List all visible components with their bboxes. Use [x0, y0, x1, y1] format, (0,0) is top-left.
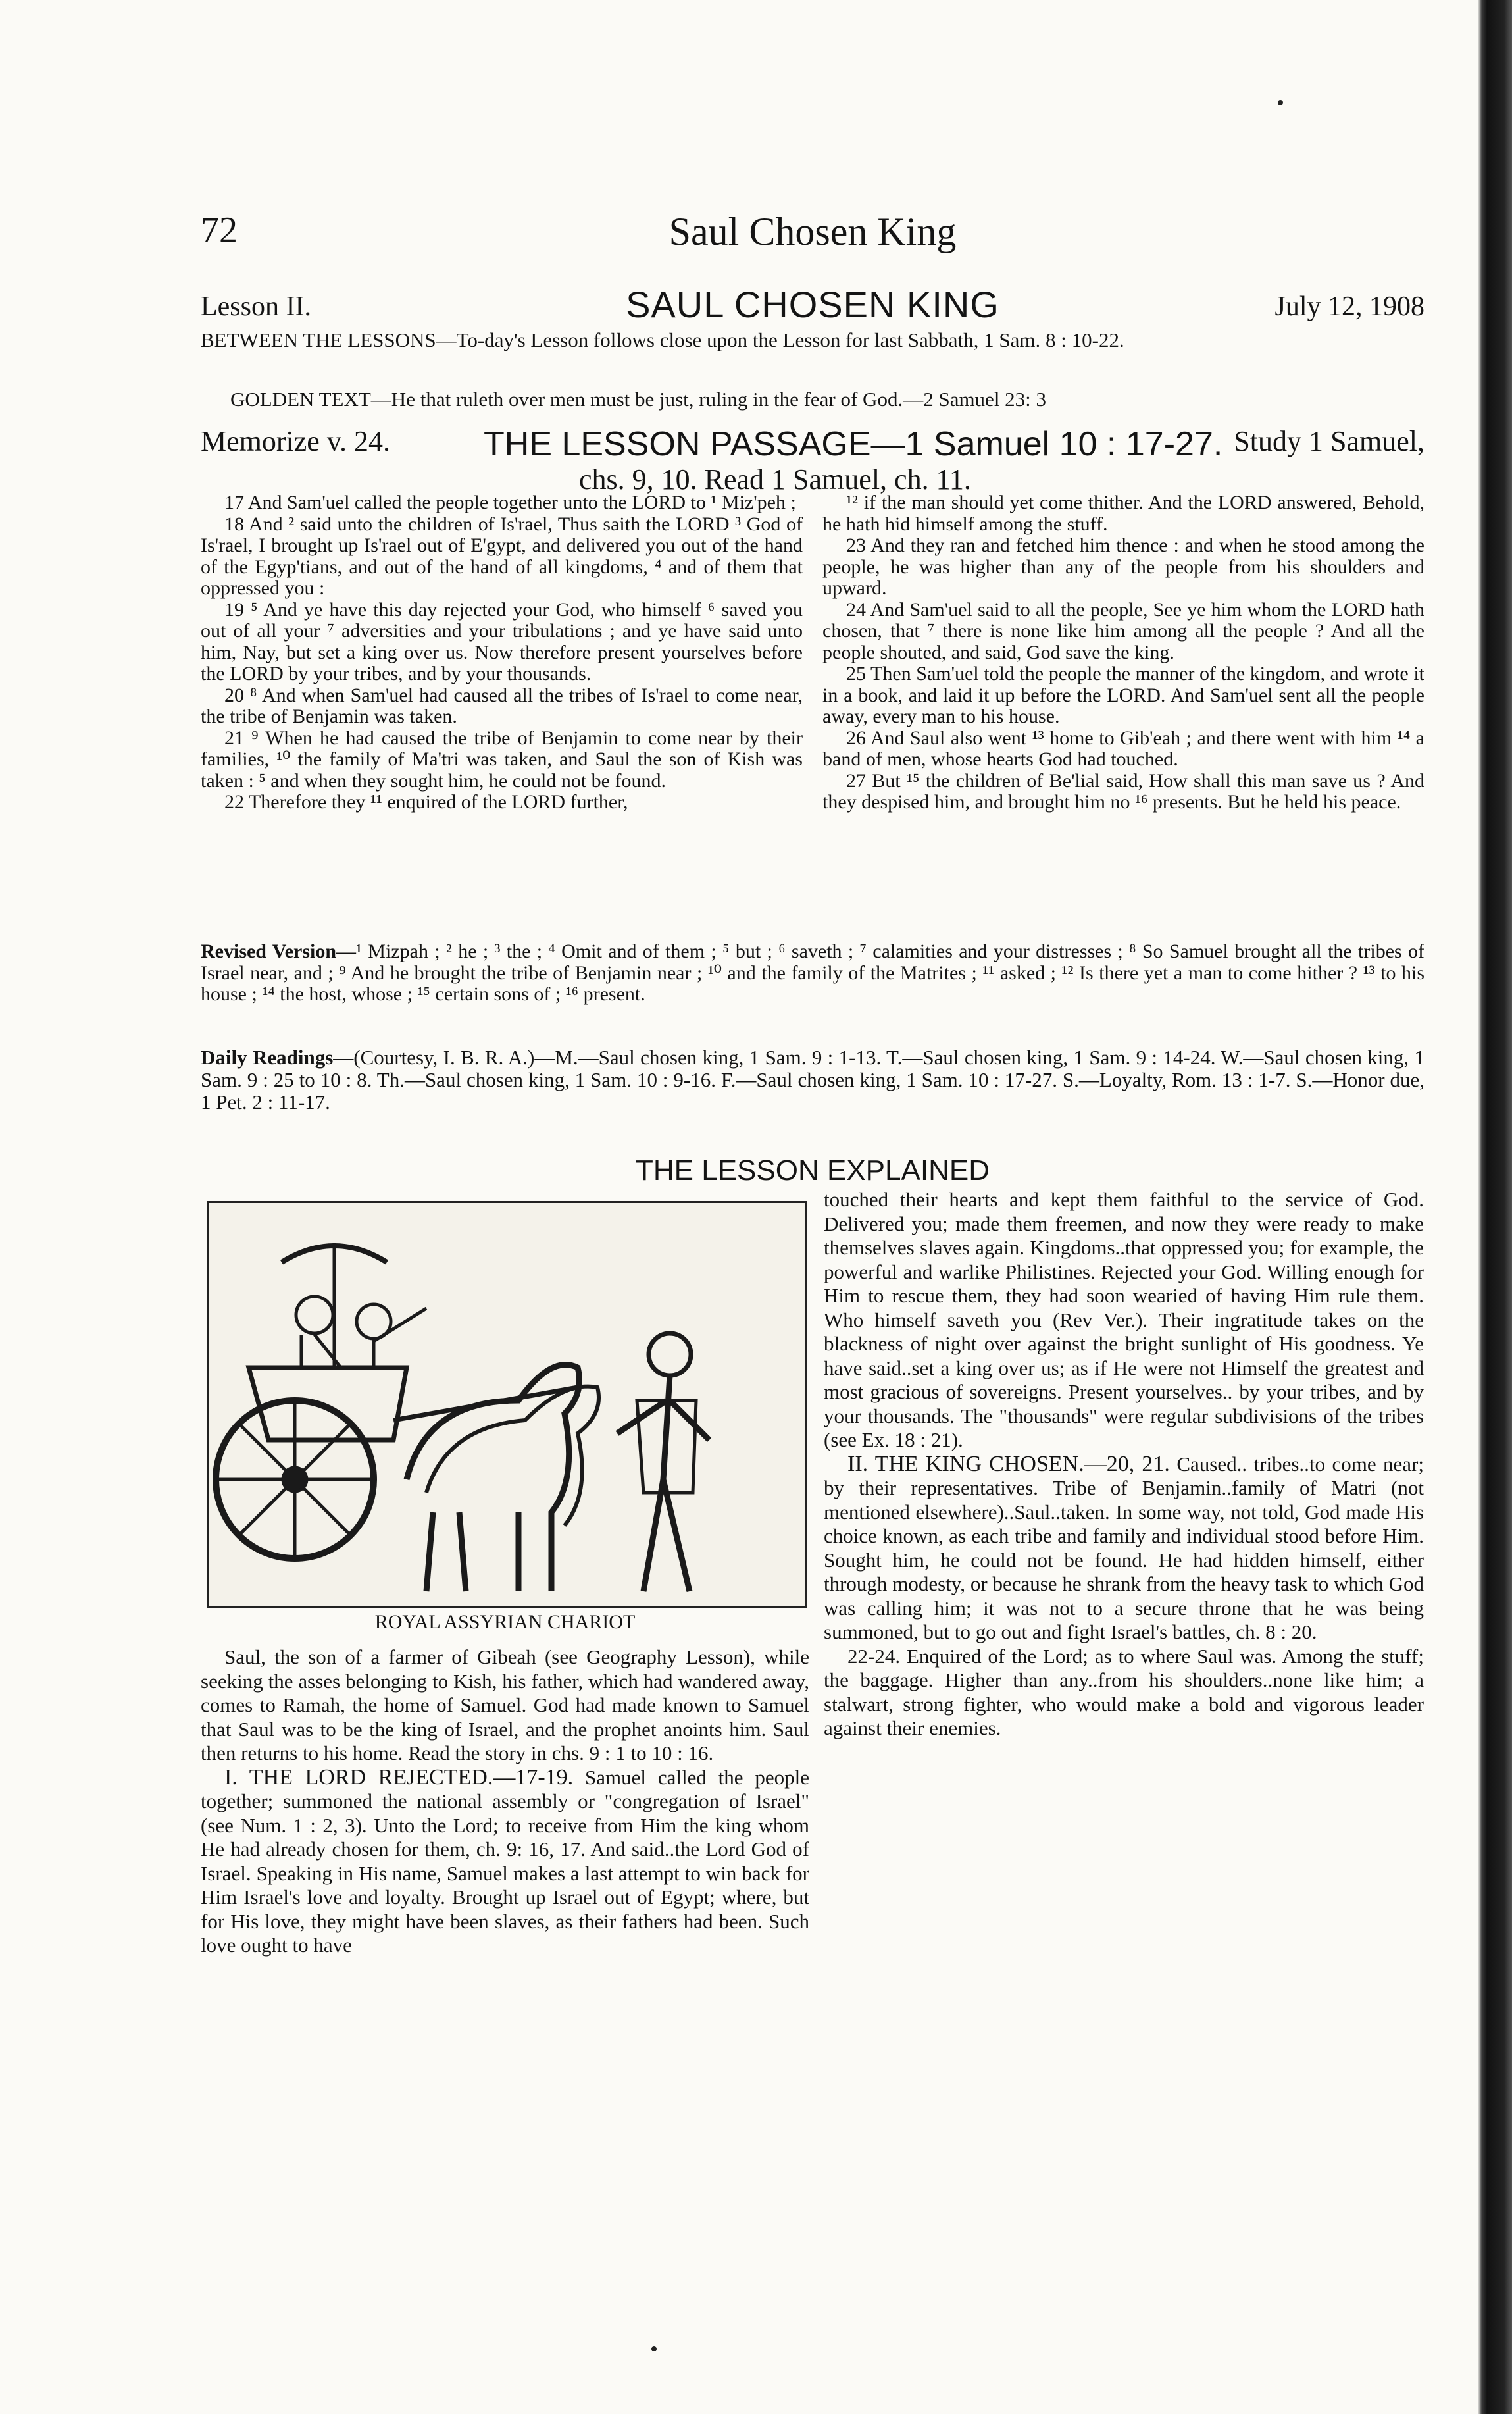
revised-version-notes — [201, 941, 1424, 1006]
figure-caption: ROYAL ASSYRIAN CHARIOT — [374, 1611, 636, 1633]
section-heading: I. THE LORD REJECTED.—17-19. — [224, 1764, 574, 1789]
verse: 20 ⁸ And when Sam'uel had caused all the tribes of Is'rael to come near, the tribe of Benjamin was taken. — [201, 684, 803, 727]
page-number: 72 — [201, 210, 238, 251]
running-title: Saul Chosen King — [668, 210, 957, 253]
memorize-note: Memorize v. 24. — [201, 425, 390, 457]
verse: 21 ⁹ When he had caused the tribe of Benjamin to come near by their families, ¹⁰ the family of Ma'tri was taken, and Saul the son of Kish was taken : ⁵ and when they sought him, he could not be found. — [201, 727, 803, 792]
section-text: Caused.. tribes..to come near; by their representatives. Tribe of Benjamin..family of Matri (not mentioned elsewhere)..Saul..taken. In some way, not told, God made His choice known, as each tribe and family and individual stood before Him. Sought him, he could not be found. He had hidden himself, either through modesty, or because he shrank from the heavy task to which God was calling him; it was not to a secure throne that he was being summoned, but to go out and fight Israel's battles, ch. 8 : 20. — [824, 1452, 1424, 1643]
lesson-explained-heading: THE LESSON EXPLAINED — [636, 1154, 990, 1187]
section-heading: II. THE KING CHOSEN.—20, 21. — [847, 1451, 1170, 1476]
lesson-number: Lesson II. — [201, 292, 311, 322]
verse: 24 And Sam'uel said to all the people, See ye him whom the LORD hath chosen, that ⁷ there is none like him among all the people ? And all the people shouted, and said, God save the king. — [822, 598, 1424, 663]
page-edge-shadow — [1478, 0, 1512, 2414]
verse: 26 And Saul also went ¹³ home to Gib'eah ; and there went with him ¹⁴ a band of men, whose hearts God had touched. — [822, 727, 1424, 770]
between-the-lessons: BETWEEN THE LESSONS—To-day's Lesson follows close upon the Lesson for last Sabbath, 1 Sam. 8 : 10-22. — [201, 328, 1124, 351]
chapters-note: chs. 9, 10. Read 1 Samuel, ch. 11. — [579, 463, 971, 496]
revised-version-text: —¹ Mizpah ; ² he ; ³ the ; ⁴ Omit and of them ; ⁵ but ; ⁶ saveth ; ⁷ calamities and your distresses ; ⁸ So Samuel brought all the tribes of Israel near, and ; ⁹ And he brought the tribe of Benjamin near ; ¹⁰ and the family of the Matrites ; ¹¹ asked ; ¹² Is there yet a man to come hither ? ¹³ to his house ; ¹⁴ the host, whose ; ¹⁵ certain sons of ; ¹⁶ present. — [201, 940, 1424, 1005]
scripture-verses-left — [201, 492, 803, 813]
daily-readings — [201, 1046, 1424, 1114]
chariot-illustration — [207, 1201, 807, 1608]
running-head — [201, 209, 1424, 262]
explanation-right-column — [824, 1188, 1424, 1741]
intro-paragraph: Saul, the son of a farmer of Gibeah (see Geography Lesson), while seeking the asses belonging to Kish, his father, which had wandered away, comes to Ramah, the home of Samuel. God had made known to Samuel that Saul was to be the king of Israel, and the prophet anoints him. Saul then returns to his home. Read the story in chs. 9 : 1 to 10 : 16. — [201, 1645, 809, 1764]
verse: 25 Then Sam'uel told the people the manner of the kingdom, and wrote it in a book, and laid it up before the LORD. And Sam'uel sent all the people away, every man to his house. — [822, 663, 1424, 727]
verse: 27 But ¹⁵ the children of Be'lial said, How shall this man save us ? And they despised him, and brought him no ¹⁶ presents. But he held his peace. — [822, 769, 1424, 813]
verse: 19 ⁵ And ye have this day rejected your God, who himself ⁶ saved you out of all your ⁷ adversities and your tribulations ; and ye have said unto him, Nay, but set a king over us. Now therefore present yourselves before the LORD by your tribes, and by your thousands. — [201, 598, 803, 684]
passage-title: THE LESSON PASSAGE—1 Samuel 10 : 17-27. — [484, 425, 1223, 463]
verse: 22 Therefore they ¹¹ enquired of the LORD further, — [224, 791, 628, 813]
daily-readings-label: Daily Readings — [201, 1046, 334, 1069]
lesson-header — [201, 283, 1424, 329]
scripture-verses-right — [822, 492, 1424, 813]
verse: 17 And Sam'uel called the people together unto the LORD to ¹ Miz'peh ; — [224, 492, 796, 513]
section-two — [824, 1452, 1424, 1645]
assyrian-chariot-drawing — [209, 1203, 805, 1606]
daily-readings-text: —(Courtesy, I. B. R. A.)—M.—Saul chosen king, 1 Sam. 9 : 1-13. T.—Saul chosen king, 1 Sam. 9 : 14-24. W.—Saul chosen king, 1 Sam. 9 : 25 to 10 : 8. Th.—Saul chosen king, 1 Sam. 10 : 9-16. F.—Saul chosen king, 1 Sam. 10 : 17-27. S.—Loyalty, Rom. 13 : 1-7. S.—Honor due, 1 Pet. 2 : 11-17. — [201, 1046, 1425, 1114]
verses-22-24-paragraph: 22-24. Enquired of the Lord; as to where Saul was. Among the stuff; the baggage. Higher than any..from his shoulders..none like him; a stalwart, strong fighter, who would make a bold and vigorous leader against their enemies. — [824, 1644, 1424, 1739]
lesson-title: SAUL CHOSEN KING — [626, 284, 999, 325]
section-one — [201, 1766, 809, 1958]
revised-version-label: Revised Version — [201, 940, 336, 962]
study-note: Study 1 Samuel, — [1234, 425, 1424, 457]
continuation-paragraph: touched their hearts and kept them faithful to the service of God. Delivered you; made them freemen, and now they were ready to make themselves slaves again. Kingdoms..that oppressed you; for example, the powerful and warlike Philistines. Rejected your God. Willing enough for Him to rescue them, they had soon wearied of having Him rule them. Who himself saveth you (Rev Ver.). Their ingratitude takes on the blackness of night over against the bright sunlight of His goodness. Ye have said..set a king over us; as if He were not Himself the greatest and most gracious of sovereigns. Present yourselves.. by your tribes, and by your thousands. The "thousands" were regular subdivisions of the tribes (see Ex. 18 : 21). — [824, 1188, 1424, 1451]
lesson-date: July 12, 1908 — [1274, 292, 1424, 322]
golden-text: GOLDEN TEXT—He that ruleth over men must be just, ruling in the fear of God.—2 Samuel 23: 3 — [230, 388, 1047, 411]
section-text: Samuel called the people together; summoned the national assembly or "congregation of Israel" (see Num. 1 : 2, 3). Unto the Lord; to receive from Him the king whom He had already chosen for them, ch. 9: 16, 17. And said..the Lord God of Israel. Speaking in His name, Samuel makes a last attempt to win back for Him Israel's love and loyalty. Brought up Israel out of Egypt; where, but for His love, they might have been slaves, as their fathers had been. Such love ought to have — [201, 1765, 810, 1957]
verse: 23 And they ran and fetched him thence : and when he stood among the people, he was higher than any of the people from his shoulders and upward. — [822, 534, 1424, 599]
verse: 18 And ² said unto the children of Is'rael, Thus saith the LORD ³ God of Is'rael, I brought up Is'rael out of E'gypt, and delivered you out of the hand of the Egyp'tians, and out of the hand of all kingdoms, ⁴ and of them that oppressed you : — [201, 513, 803, 599]
speck — [1278, 100, 1283, 105]
verse: ¹² if the man should yet come thither. And the LORD answered, Behold, he hath hid himself among the stuff. — [822, 492, 1424, 535]
speck — [651, 2346, 657, 2351]
explanation-left-column — [201, 1645, 809, 1958]
